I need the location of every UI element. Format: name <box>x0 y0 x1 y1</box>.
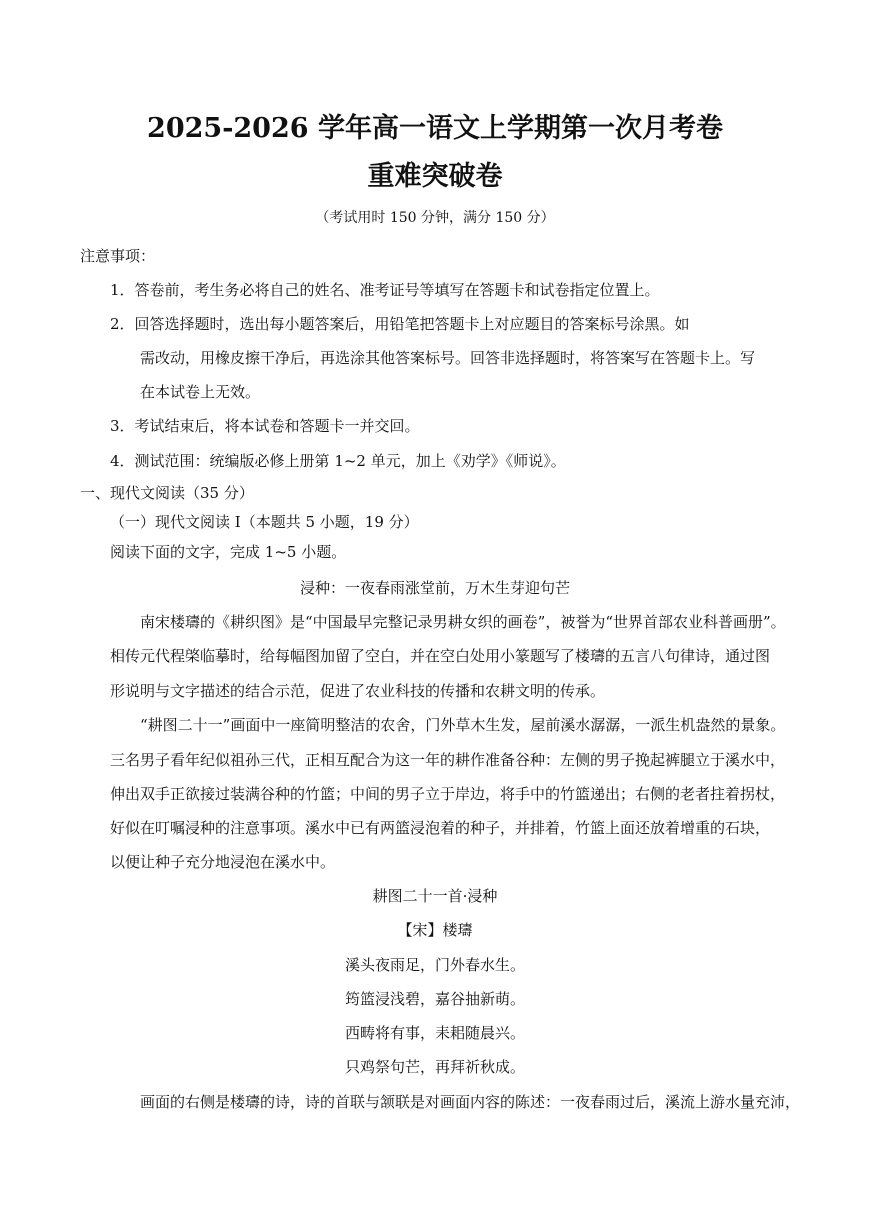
notice-item: 在本试卷上无效。 <box>140 383 261 401</box>
paragraph-line: 伸出双手正欲接过装满谷种的竹篮；中间的男子立于岸边，将手中的竹篮递出；右侧的老者拄着拐杖， <box>110 785 786 803</box>
exam-info: （考试用时 150 分钟，满分 150 分） <box>315 210 555 226</box>
notice-item: 需改动，用橡皮擦干净后，再选涂其他答案标号。回答非选择题时，将答案写在答题卡上。写 <box>140 349 756 367</box>
article-title: 浸种：一夜春雨涨堂前，万木生芽迎句芒 <box>299 579 570 597</box>
paragraph-line: 相传元代程棨临摹时，给每幅图加留了空白，并在空白处用小篆题写了楼璹的五言八句律诗，通过图 <box>110 647 771 665</box>
poem-line: 溪头夜雨足，门外春水生。 <box>344 956 525 974</box>
paragraph-line: “耕图二十一”画面中一座简明整洁的农舍，门外草木生发，屋前溪水潺潺，一派生机盎然的景象。 <box>140 716 786 734</box>
notice-item: 3．考试结束后，将本试卷和答题卡一并交回。 <box>110 417 420 435</box>
exam-subtitle: 重难突破卷 <box>367 161 503 192</box>
paragraph-line: 画面的右侧是楼璹的诗，诗的首联与颔联是对画面内容的陈述：一夜春雨过后，溪流上游水量充沛， <box>140 1093 801 1111</box>
notice-item: 1．答卷前，考生务必将自己的姓名、准考证号等填写在答题卡和试卷指定位置上。 <box>110 281 660 299</box>
poem-title: 耕图二十一首·浸种 <box>372 887 498 905</box>
paragraph-line: 以便让种子充分地浸泡在溪水中。 <box>110 853 336 871</box>
paragraph-line: 形说明与文字描述的结合示范，促进了农业科技的传播和农耕文明的传承。 <box>110 682 606 700</box>
instruction: 阅读下面的文字，完成 1~5 小题。 <box>110 543 347 561</box>
subsection-heading: （一）现代文阅读 I（本题共 5 小题，19 分） <box>110 513 419 531</box>
paragraph-line: 南宋楼璹的《耕织图》是“中国最早完整记录男耕女织的画卷”，被誉为“世界首部农业科普画册”。 <box>140 613 786 631</box>
exam-title: 2025-2026 学年高一语文上学期第一次月考卷 <box>147 113 723 144</box>
poem-line: 筠篮浸浅碧，嘉谷抽新萌。 <box>344 990 525 1008</box>
poem-line: 西畴将有事，耒耜随晨兴。 <box>344 1024 525 1042</box>
poem-line: 只鸡祭句芒，再拜祈秋成。 <box>344 1058 525 1076</box>
notice-item: 4．测试范围：统编版必修上册第 1~2 单元，加上《劝学》《师说》。 <box>110 452 566 470</box>
poem-author: 【宋】楼璹 <box>397 921 473 939</box>
paragraph-line: 好似在叮嘱浸种的注意事项。溪水中已有两篮浸泡着的种子，并排着，竹篮上面还放着增重的石块， <box>110 819 771 837</box>
notice-item: 2．回答选择题时，选出每小题答案后，用铅笔把答题卡上对应题目的答案标号涂黑。如 <box>110 315 690 333</box>
paragraph-line: 三名男子看年纪似祖孙三代，正相互配合为这一年的耕作准备谷种：左侧的男子挽起裤腿立于溪水中， <box>110 751 786 769</box>
section-heading: 一、现代文阅读（35 分） <box>80 484 254 502</box>
notice-heading: 注意事项： <box>80 247 156 265</box>
